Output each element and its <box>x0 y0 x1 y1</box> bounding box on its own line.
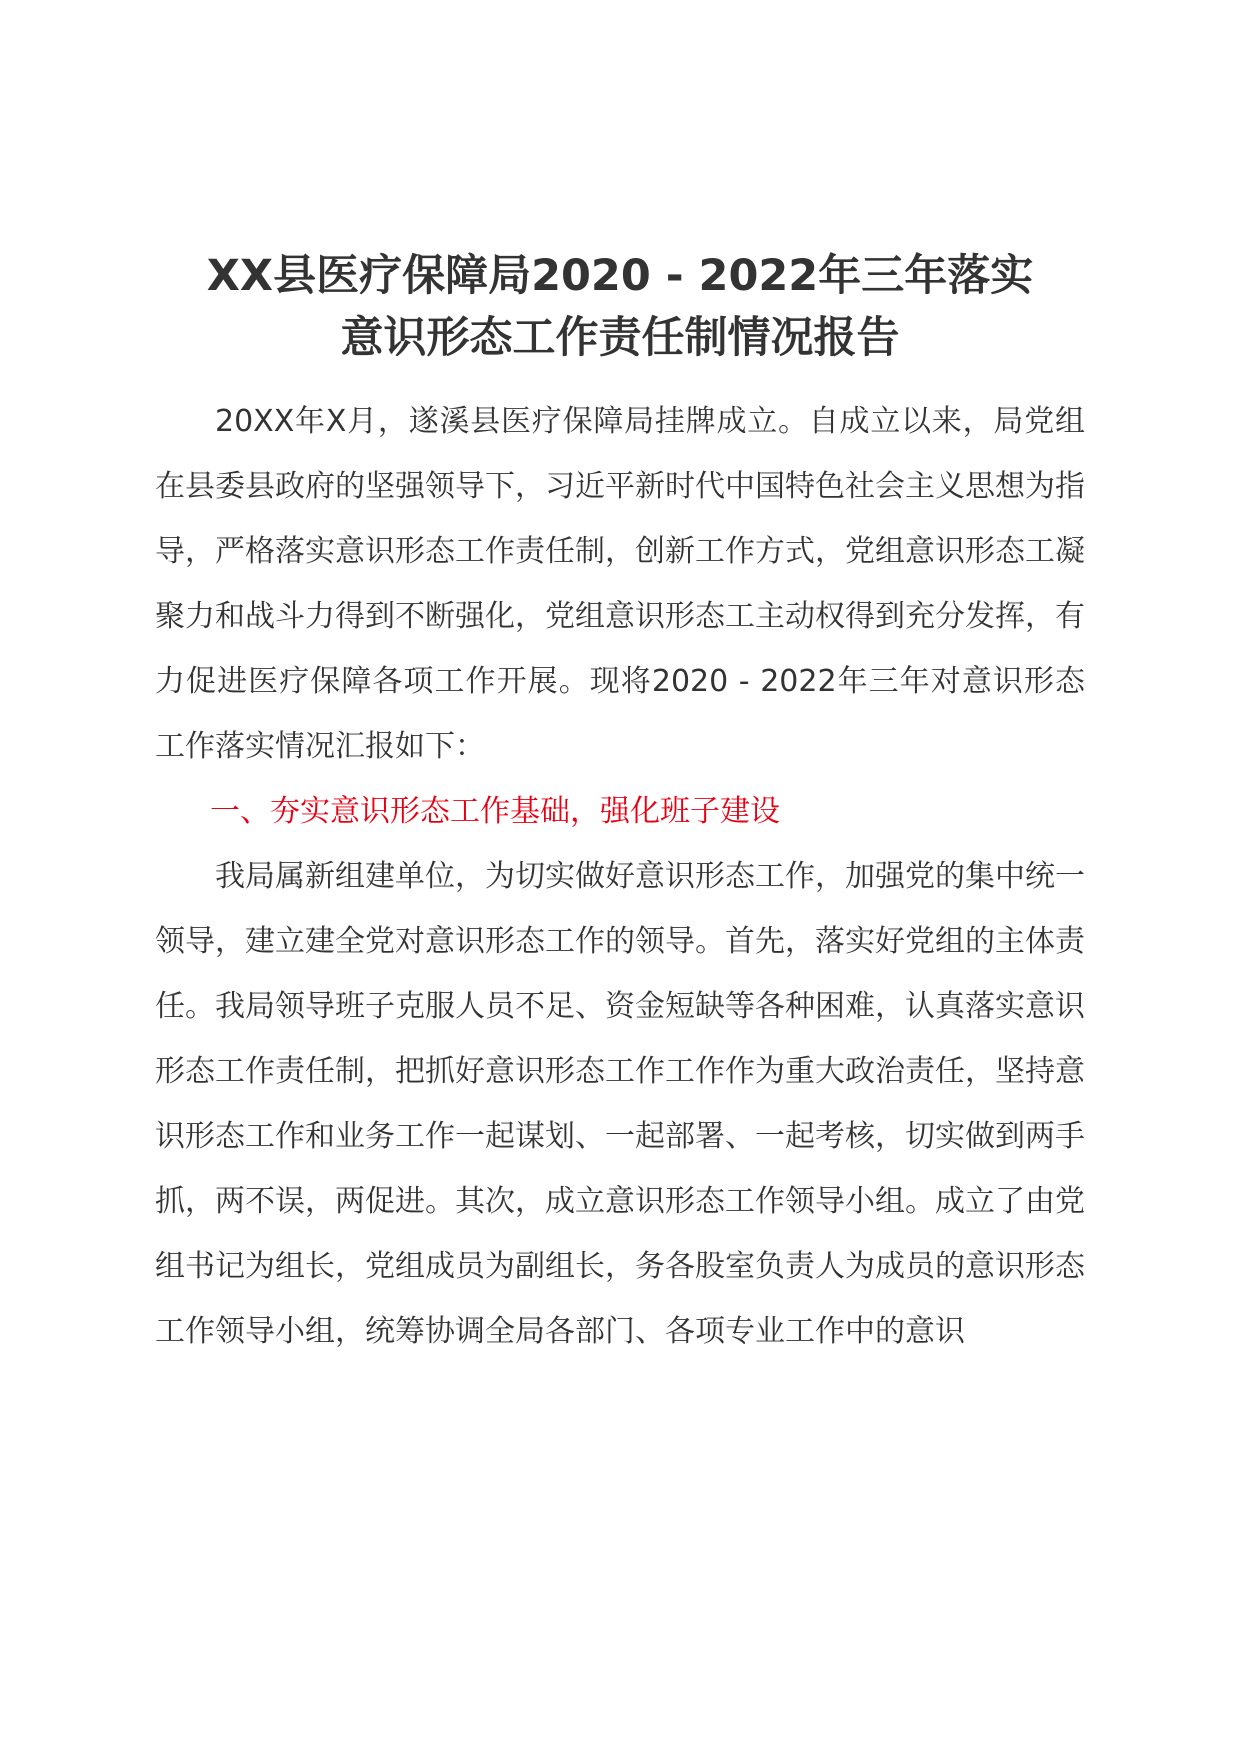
section-1-paragraph: 我局属新组建单位，为切实做好意识形态工作，加强党的集中统一领导，建立建全党对意识形态工作的领导。首先，落实好党组的主体责任。我局领导班子克服人员不足、资金短缺等各种困难，认真落实意识形态工作责任制，把抓好意识形态工作工作作为重大政治责任，坚持意识形态工作和业务工作一起谋划、一起部署、一起考核，切实做到两手抓，两不误，两促进。其次，成立意识形态工作领导小组。成立了由党组书记为组长，党组成员为副组长，务各股室负责人为成员的意识形态工作领导小组，统筹协调全局各部门、各项专业工作中的意识 <box>155 859 1085 1349</box>
intro-paragraph: 20XX年X月，遂溪县医疗保障局挂牌成立。自成立以来，局党组在县委县政府的坚强领导下，习近平新时代中国特色社会主义思想为指导，严格落实意识形态工作责任制，创新工作方式，党组意识形态工凝聚力和战斗力得到不断强化，党组意识形态工主动权得到充分发挥，有力促进医疗保障各项工作开展。现将2020 - 2022年三年对意识形态工作落实情况汇报如下： <box>155 404 1085 764</box>
document-page <box>155 245 1085 1364</box>
section-heading-1: 一、夯实意识形态工作基础，强化班子建设 <box>210 794 780 829</box>
title-line-2: 意识形态工作责任制情况报告 <box>340 313 900 363</box>
title-line-1: XX县医疗保障局2020 - 2022年三年落实 <box>206 251 1034 301</box>
document-body <box>155 389 1085 1364</box>
document-title <box>155 245 1085 369</box>
